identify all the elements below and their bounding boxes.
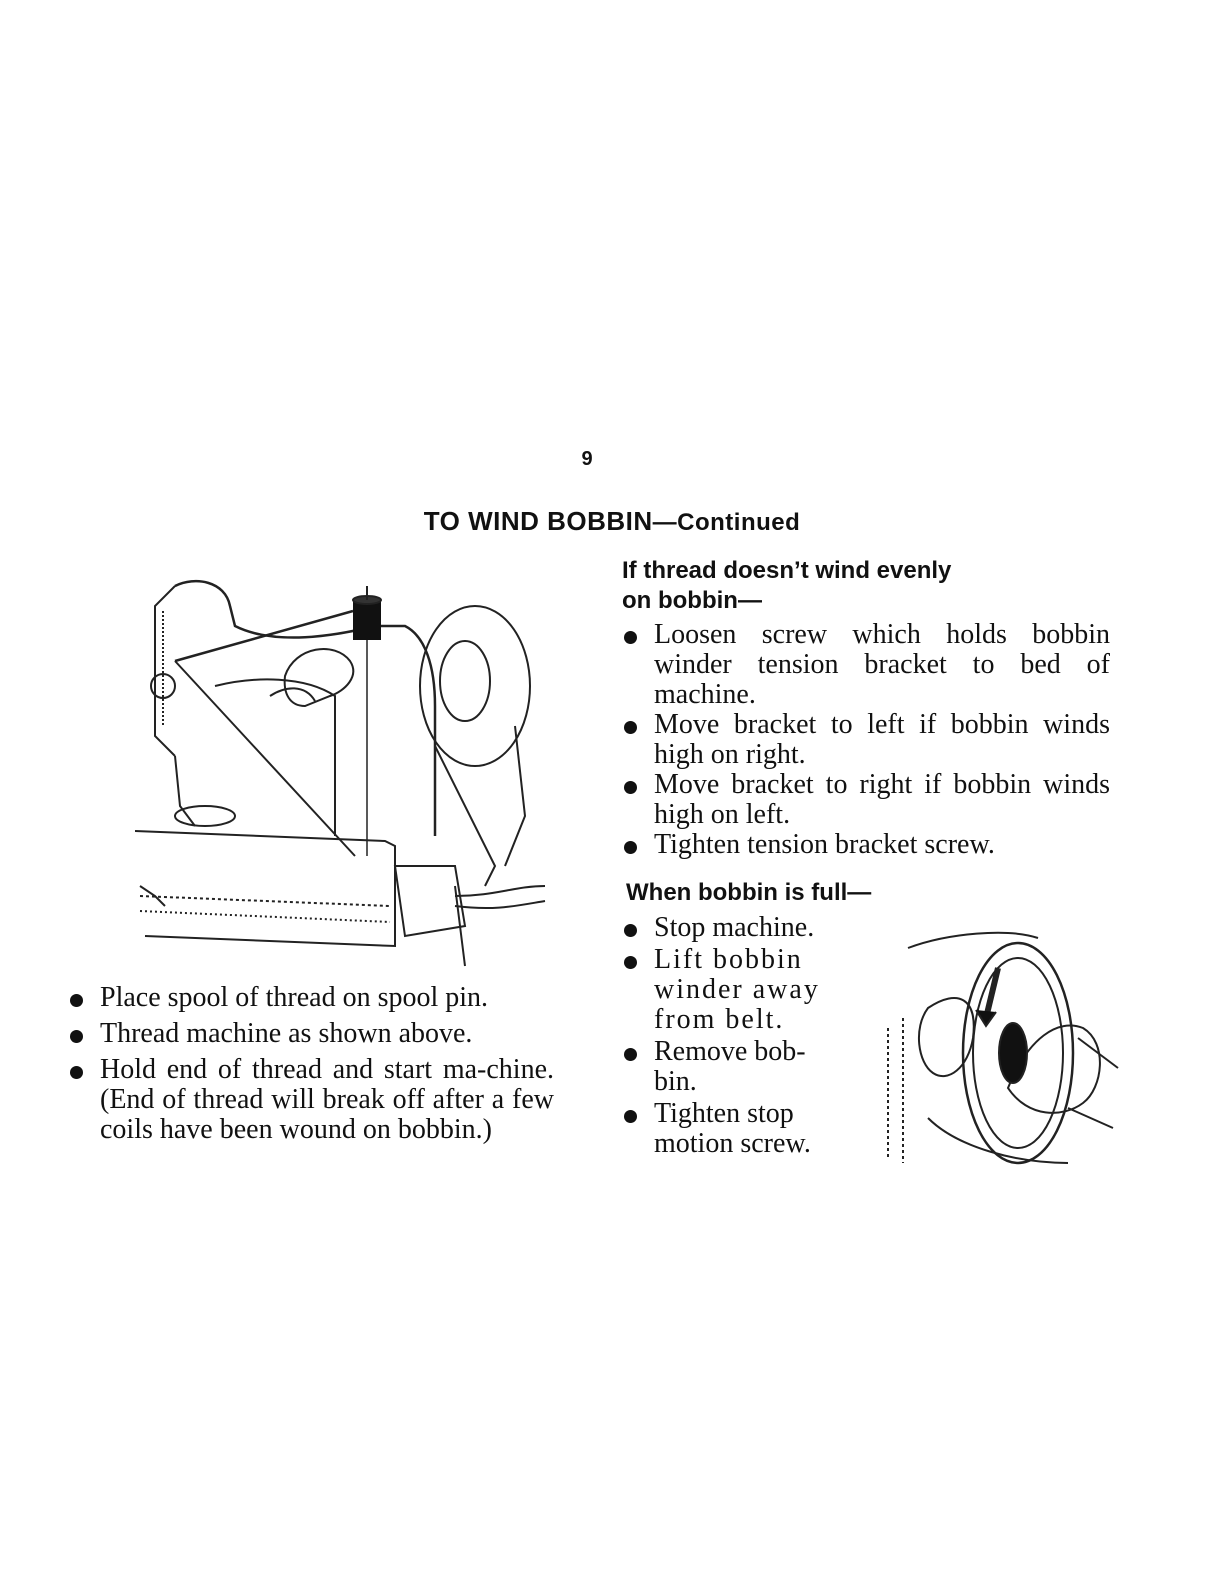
list-item: Thread machine as shown above.	[68, 1019, 554, 1049]
sewing-machine-illustration	[135, 566, 555, 976]
uneven-heading-line1: If thread doesn’t wind evenly	[622, 557, 952, 584]
list-item: Remove bob-bin.	[622, 1037, 844, 1097]
left-instruction-list	[68, 983, 554, 1151]
page-title-main: TO WIND BOBBIN	[423, 506, 653, 536]
list-item: Place spool of thread on spool pin.	[68, 983, 554, 1013]
page-number: 9	[581, 448, 593, 470]
uneven-winding-heading	[622, 556, 1042, 616]
list-item: Tighten tension bracket screw.	[622, 830, 1110, 860]
page-title	[0, 506, 1224, 537]
list-item: Stop machine.	[622, 913, 844, 943]
uneven-winding-steps	[622, 620, 1110, 860]
list-item: Tighten stop motion screw.	[622, 1099, 844, 1159]
bobbin-winder-illustration	[868, 918, 1128, 1168]
list-item: Move bracket to left if bobbin winds high on right.	[622, 710, 1110, 770]
sewing-machine-icon	[135, 566, 555, 976]
page-title-suffix: —Continued	[652, 509, 801, 536]
uneven-heading-line2: on bobbin—	[622, 587, 762, 614]
list-item: Hold end of thread and start ma-chine. (End of thread will break off after a few coils have been wound on bobbin.)	[68, 1055, 554, 1145]
list-item: Move bracket to right if bobbin winds high on left.	[622, 770, 1110, 830]
list-item: Lift bobbin winder away from belt.	[622, 945, 844, 1035]
bobbin-winder-icon	[868, 918, 1128, 1168]
bobbin-full-steps	[622, 913, 844, 1161]
bobbin-full-heading: When bobbin is full—	[626, 879, 872, 906]
list-item: Loosen screw which holds bobbin winder tension bracket to bed of machine.	[622, 620, 1110, 710]
